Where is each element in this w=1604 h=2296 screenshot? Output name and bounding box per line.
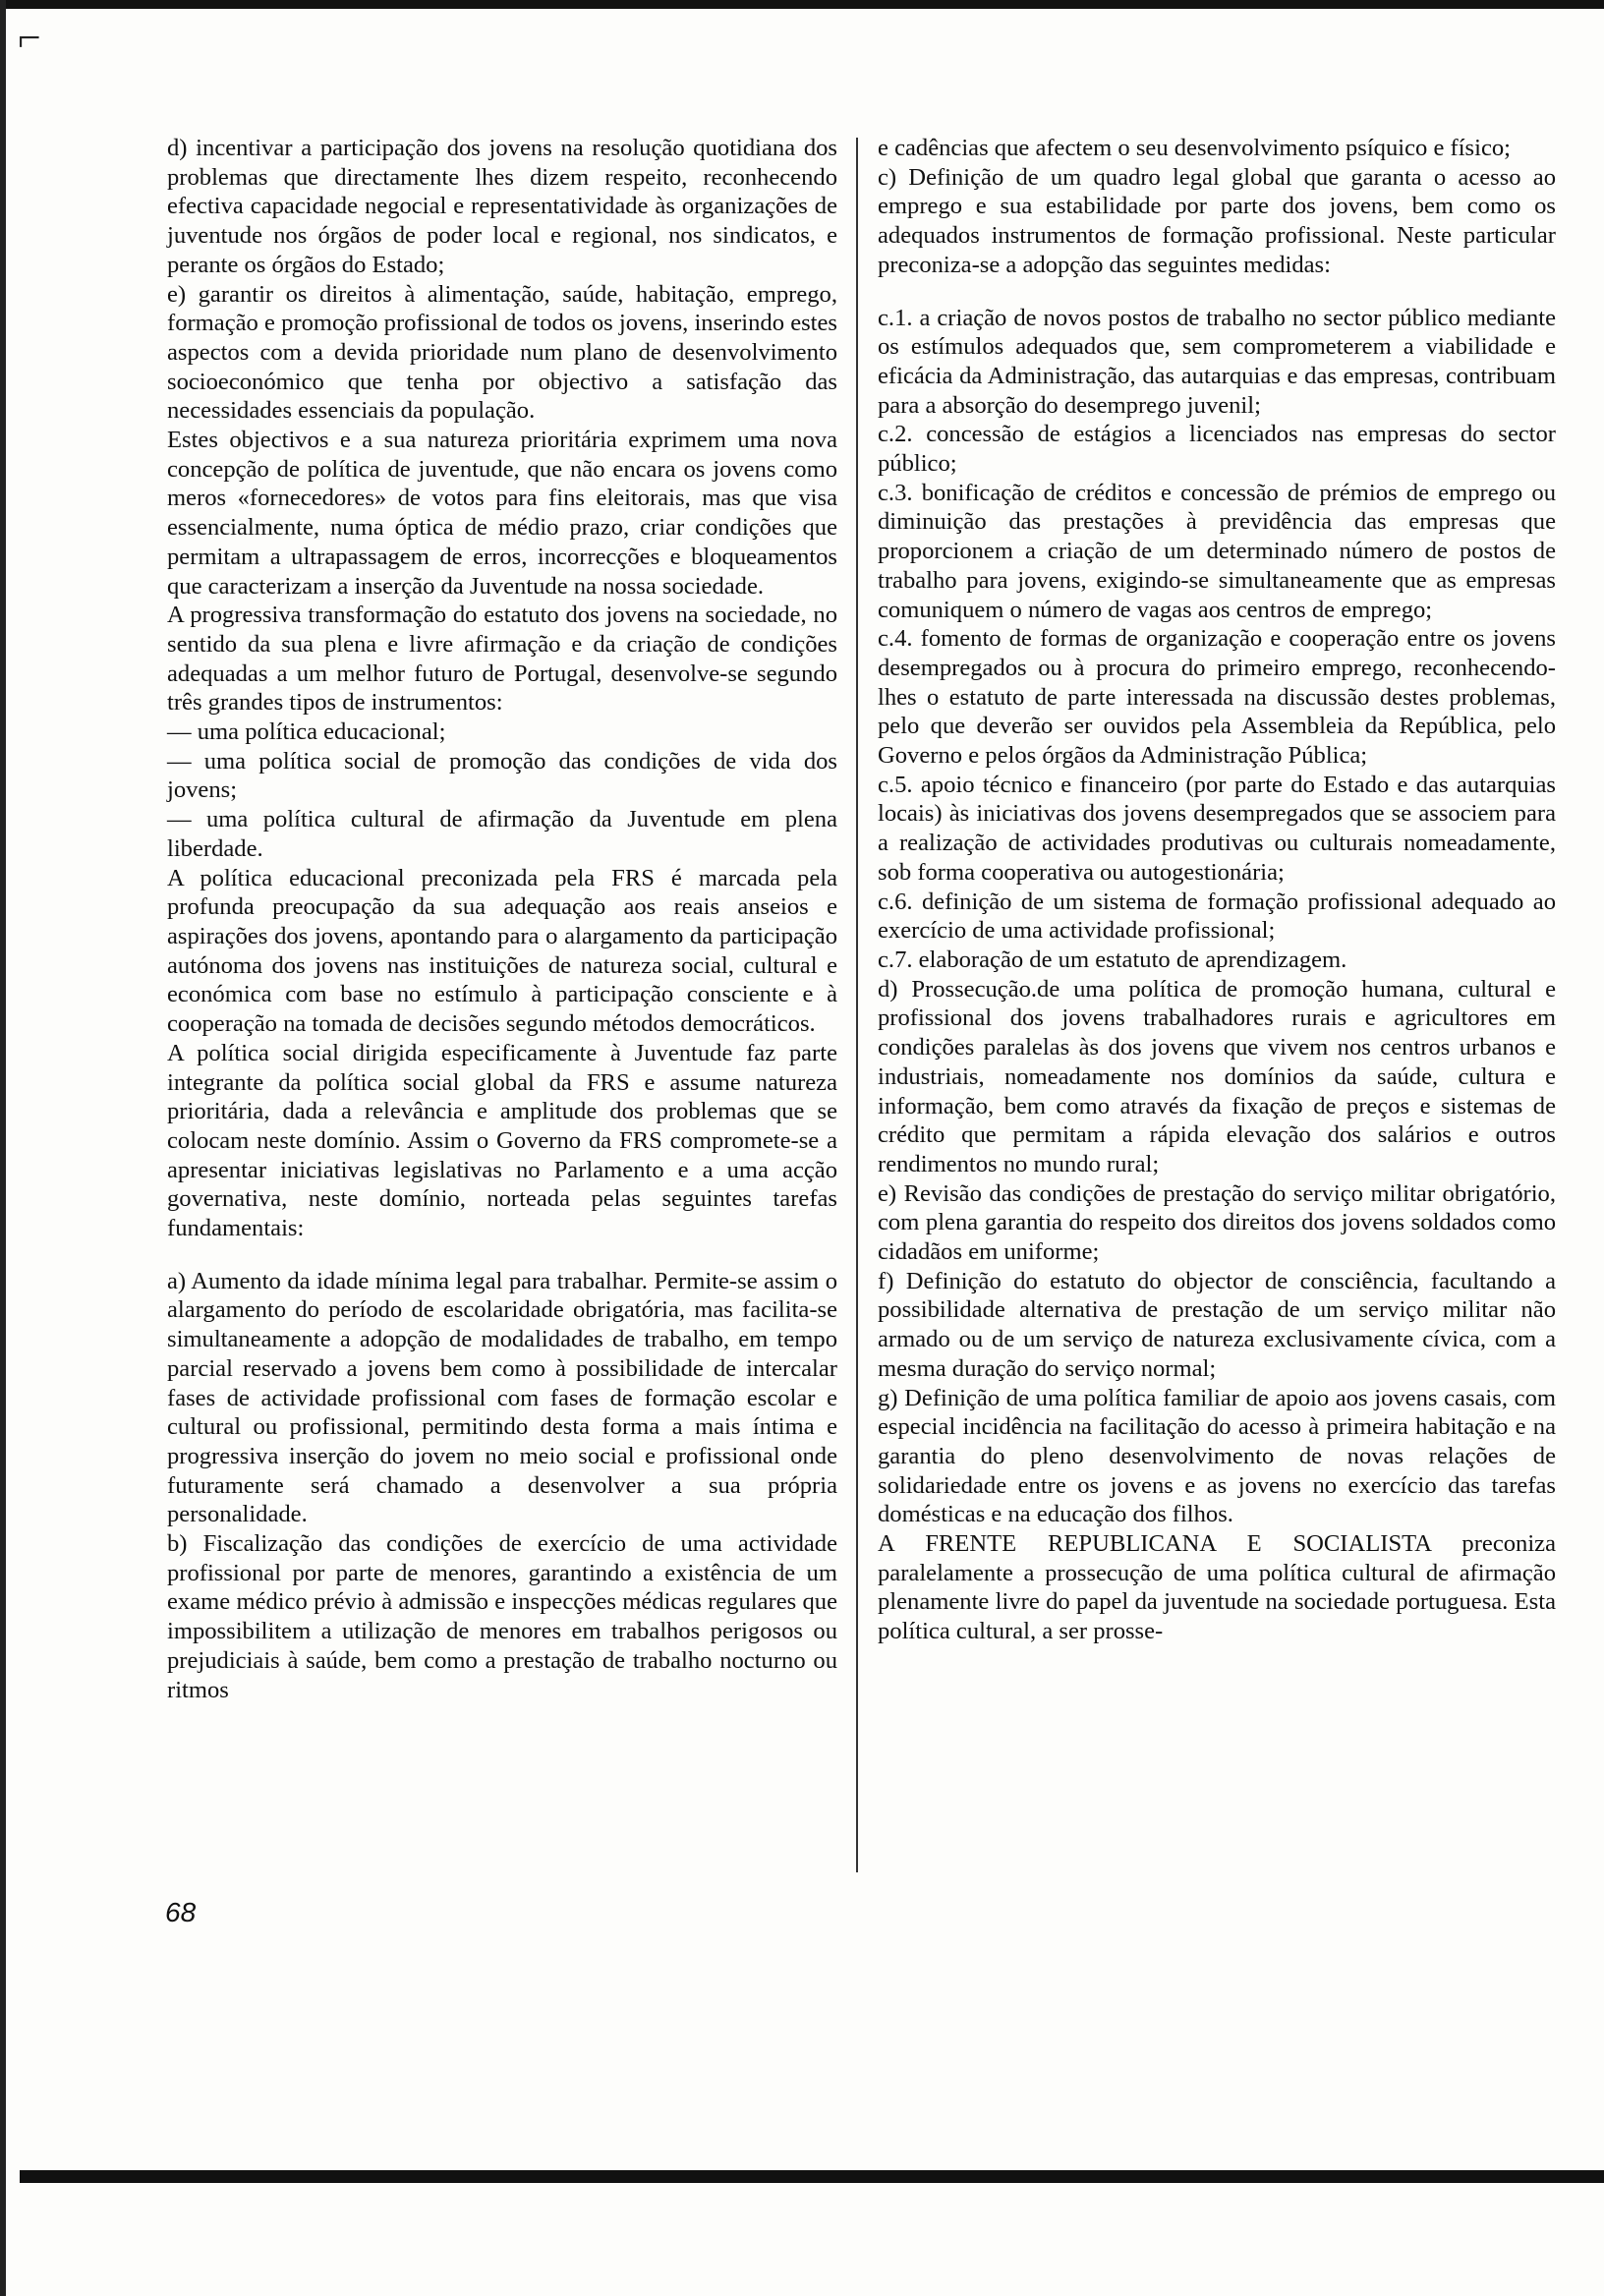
paragraph-item-c: c) Definição de um quadro legal global que garanta o acesso ao emprego e sua estabilidade por parte dos jovens, bem como os adequados instrumentos de formação profissional. Neste particular preconiza-se a adopção das seguintes medidas: — [878, 163, 1556, 278]
paragraph-objectives: Estes objectivos e a sua natureza prioritária exprimem uma nova concepção de política de juventude, que não encara os jovens como meros «fornecedores» de votos para fins eleitorais, mas que visa essencialmente, numa óptica de médio prazo, criar condições que permitam a ultrapassagem de erros, incorrecções e bloqueamentos que caracterizam a inserção da Juventude na nossa sociedade. — [167, 427, 837, 600]
scan-corner-mark: ⌐ — [18, 16, 41, 61]
paragraph-item-c1: c.1. a criação de novos postos de trabalho no sector público mediante os estímulos adequados que, sem comprometerem a viabilidade e eficácia da Administração, das autarquias e das empresas, contribuam para a absorção do desemprego juvenil; — [878, 304, 1556, 419]
paragraph-item-g: g) Definição de uma política familiar de apoio aos jovens casais, com especial incidência na facilitação do acesso à primeira habitação e na garantia do pleno desenvolvimento de novas relações de solidariedade entre os jovens e as jovens no exercício das tarefas domésticas e na educação dos filhos. — [878, 1384, 1556, 1528]
paragraph-item-c7: c.7. elaboração de um estatuto de aprendizagem. — [878, 946, 1347, 973]
paragraph-item-a: a) Aumento da idade mínima legal para trabalhar. Permite-se assim o alargamento do período de escolaridade obrigatória, mas facilita-se simultaneamente a adopção de modalidades de trabalho, em tempo parcial reservado a jovens bem como à possibilidade de intercalar fases de actividade profissional com fases de formação escolar e cultural ou profissional, permitindo desta forma a mais íntima e progressiva inserção do jovem no meio social e profissional onde futuramente será chamado a desenvolver a sua própria personalidade. — [167, 1267, 837, 1528]
paragraph-frs-cultural: A FRENTE REPUBLICANA E SOCIALISTA preconiza paralelamente a prossecução de uma política cultural de afirmação plenamente livre do papel da juventude na sociedade portuguesa. Esta política cultural, a ser prosse- — [878, 1530, 1556, 1645]
page-top-border — [0, 0, 1604, 9]
list-item-educational-policy: — uma política educacional; — [167, 718, 446, 746]
paragraph-item-f: f) Definição do estatuto do objector de consciência, facultando a possibilidade alternativa de prestação de um serviço militar não armado ou de um serviço de natureza exclusivamente cívica, com a mesma duração do serviço normal; — [878, 1267, 1556, 1382]
paragraph-item-b: b) Fiscalização das condições de exercício de uma actividade profissional por parte de menores, garantindo a existência de um exame médico prévio à admissão e inspecções médicas regulares que impossibilitem a utilização de menores em trabalhos perigosos ou prejudiciais à saúde, bem como a prestação de trabalho nocturno ou ritmos — [167, 1530, 837, 1703]
paragraph-item-c3: c.3. bonificação de créditos e concessão de prémios de emprego ou diminuição das prestações à previdência das empresas que proporcionem a criação de um determinado número de postos de trabalho para jovens, exigindo-se simultaneamente que as empresas comuniquem o número de vagas aos centros de emprego; — [878, 479, 1556, 623]
paragraph-educational-policy: A política educacional preconizada pela FRS é marcada pela profunda preocupação da sua adequação aos reais anseios e aspirações dos jovens, apontando para o alargamento da participação autónoma dos jovens nas instituições de natureza social, cultural e económica com base no estímulo à participação consciente e à cooperação na tomada de decisões segundo métodos democráticos. — [167, 864, 837, 1038]
paragraph-continuation: e cadências que afectem o seu desenvolvimento psíquico e físico; — [878, 135, 1511, 161]
paragraph-item-d: d) incentivar a participação dos jovens na resolução quotidiana dos problemas que directamente lhes dizem respeito, reconhecendo efectiva capacidade negocial e representatividade às organizações de juventude nos órgãos de poder local e regional, nos sindicatos, e perante os órgãos do Estado; — [167, 135, 837, 278]
list-item-social-policy: — uma política social de promoção das condições de vida dos jovens; — [167, 747, 837, 804]
page-number: 68 — [165, 1897, 197, 1927]
right-text-column — [878, 134, 1556, 1646]
left-text-column — [167, 134, 837, 1704]
paragraph-item-e: e) garantir os direitos à alimentação, saúde, habitação, emprego, formação e promoção profissional de todos os jovens, inserindo estes aspectos com a devida prioridade num plano de desenvolvimento socioeconómico que tenha por objectivo a satisfação das necessidades essenciais da população. — [167, 280, 837, 425]
paragraph-item-c5: c.5. apoio técnico e financeiro (por parte do Estado e das autarquias locais) às iniciativas dos jovens desempregados que se associem para a realização de actividades produtivas ou culturais nomeadamente, sob forma cooperativa ou autogestionária; — [878, 771, 1556, 886]
paragraph-item-c2: c.2. concessão de estágios a licenciados nas empresas do sector público; — [878, 421, 1556, 478]
paragraph-item-c6: c.6. definição de um sistema de formação profissional adequado ao exercício de uma actividade profissional; — [878, 888, 1556, 945]
list-item-cultural-policy: — uma política cultural de afirmação da Juventude em plena liberdade. — [167, 806, 837, 862]
paragraph-item-c4: c.4. fomento de formas de organização e cooperação entre os jovens desempregados ou à procura do primeiro emprego, reconhecendo-lhes o estatuto de parte interessada na discussão destes problemas, pelo que deverão ser ouvidos pela Assembleia da República, pelo Governo e pelos órgãos da Administração Pública; — [878, 625, 1556, 770]
page-left-border — [0, 0, 6, 2296]
paragraph-item-d-rural: d) Prossecução.de uma política de promoção humana, cultural e profissional dos jovens trabalhadores rurais e agricultores em condições paralelas às dos jovens que vivem nos centros urbanos e industriais, nomeadamente nos domínios da saúde, cultura e informação, bem como através da fixação de preços e sistemas de crédito que permitam a rápida elevação dos salários e outros rendimentos no mundo rural; — [878, 975, 1556, 1177]
paragraph-item-e-military: e) Revisão das condições de prestação do serviço militar obrigatório, com plena garantia do respeito dos direitos dos jovens soldados como cidadãos em uniforme; — [878, 1179, 1556, 1266]
paragraph-social-policy: A política social dirigida especificamente à Juventude faz parte integrante da política social global da FRS e assume natureza prioritária, dada a relevância e amplitude dos problemas que se colocam neste domínio. Assim o Governo da FRS compromete-se a apresentar iniciativas legislativas no Parlamento e a uma acção governativa, neste domínio, norteada pelas seguintes tarefas fundamentais: — [167, 1039, 837, 1242]
column-divider — [856, 138, 858, 1872]
paragraph-transformation: A progressiva transformação do estatuto dos jovens na sociedade, no sentido da sua plena e livre afirmação e da criação de condições adequadas a um melhor futuro de Portugal, desenvolve-se segundo três grandes tipos de instrumentos: — [167, 602, 837, 717]
page-bottom-border — [20, 2170, 1604, 2183]
